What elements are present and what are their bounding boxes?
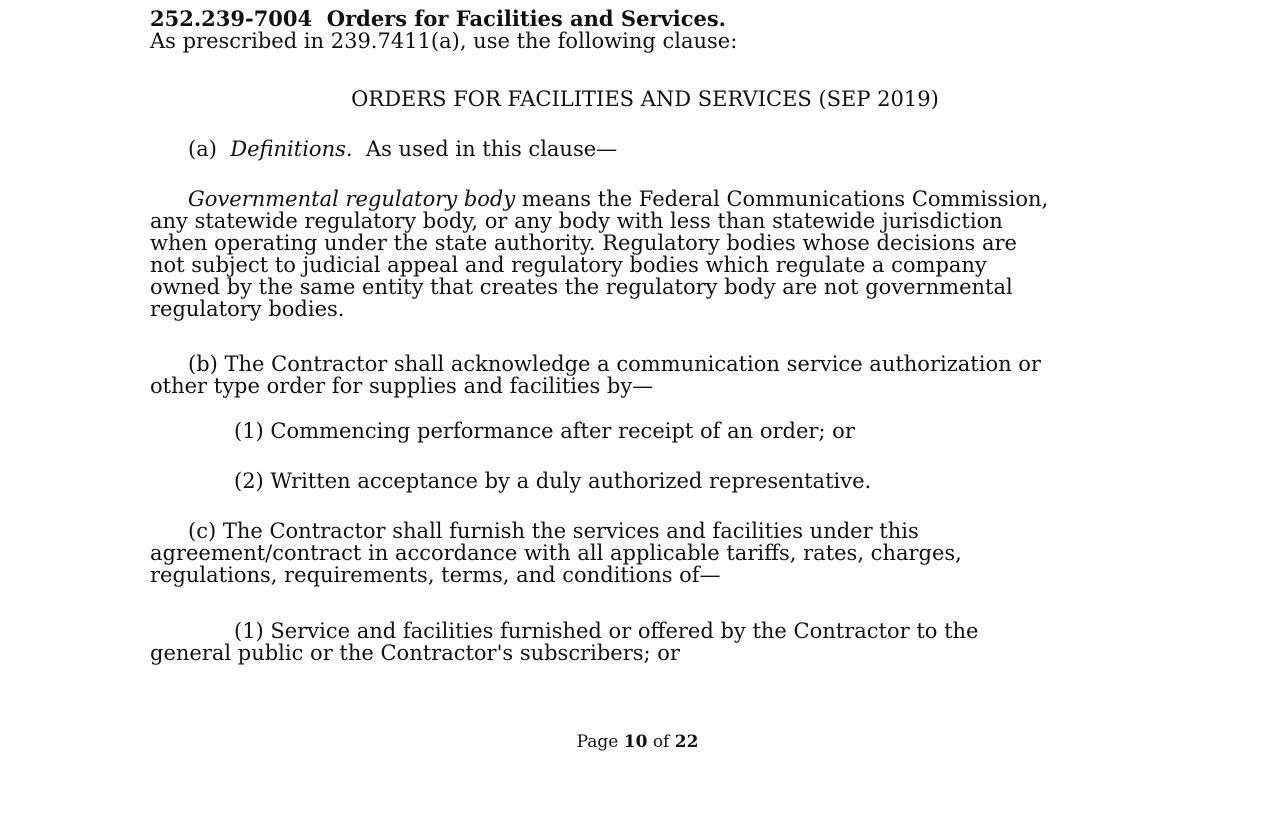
paragraph-b-line-1: (b) The Contractor shall acknowledge a communication service authorization or (188, 352, 1041, 376)
paragraph-c-item-1-line-2: general public or the Contractor's subscribers; or (150, 641, 680, 665)
definition-line-2: any statewide regulatory body, or any body with less than statewide jurisdiction (150, 209, 1003, 233)
footer-of-word: of (652, 732, 670, 752)
clause-title-line (150, 8, 726, 30)
definition-line-6: regulatory bodies. (150, 297, 345, 321)
paragraph-a-label: (a) (188, 137, 217, 161)
paragraph-b-item-2: (2) Written acceptance by a duly authorized representative. (234, 469, 872, 493)
definition-term: Governmental regulatory body (188, 187, 516, 211)
clause-number: 252.239-7004 (150, 6, 313, 31)
clause-title: Orders for Facilities and Services. (326, 6, 726, 31)
definition-block (150, 188, 1048, 320)
definition-line-1 (150, 188, 1048, 210)
prescription-line: As prescribed in 239.7411(a), use the following clause: (150, 29, 738, 53)
paragraph-c-item-1-line-1: (1) Service and facilities furnished or offered by the Contractor to the (234, 619, 979, 643)
page-footer (0, 732, 1275, 752)
paragraph-c-line-3: regulations, requirements, terms, and conditions of— (150, 563, 721, 587)
paragraph-b-item-1: (1) Commencing performance after receipt of an order; or (234, 419, 855, 443)
paragraph-b (150, 353, 1041, 397)
paragraph-c-line-1: (c) The Contractor shall furnish the services and facilities under this (188, 519, 919, 543)
paragraph-c-item-1 (150, 620, 978, 664)
paragraph-a-text: As used in this clause— (365, 137, 618, 161)
paragraph-a-term: Definitions. (230, 137, 353, 161)
paragraph-c (150, 520, 962, 586)
definition-line-4: not subject to judicial appeal and regulatory bodies which regulate a company (150, 253, 987, 277)
definition-line-1-text: means the Federal Communications Commission, (521, 187, 1049, 211)
paragraph-a (150, 138, 617, 160)
definition-line-5: owned by the same entity that creates the regulatory body are not governmental (150, 275, 1013, 299)
footer-page-word: Page (576, 732, 619, 752)
footer-total-pages: 22 (674, 732, 699, 752)
paragraph-b-line-2: other type order for supplies and facilities by— (150, 374, 654, 398)
footer-current-page: 10 (623, 732, 648, 752)
definition-line-3: when operating under the state authority. Regulatory bodies whose decisions are (150, 231, 1017, 255)
paragraph-c-line-2: agreement/contract in accordance with all applicable tariffs, rates, charges, (150, 541, 962, 565)
clause-heading: ORDERS FOR FACILITIES AND SERVICES (SEP 2019) (351, 87, 939, 111)
